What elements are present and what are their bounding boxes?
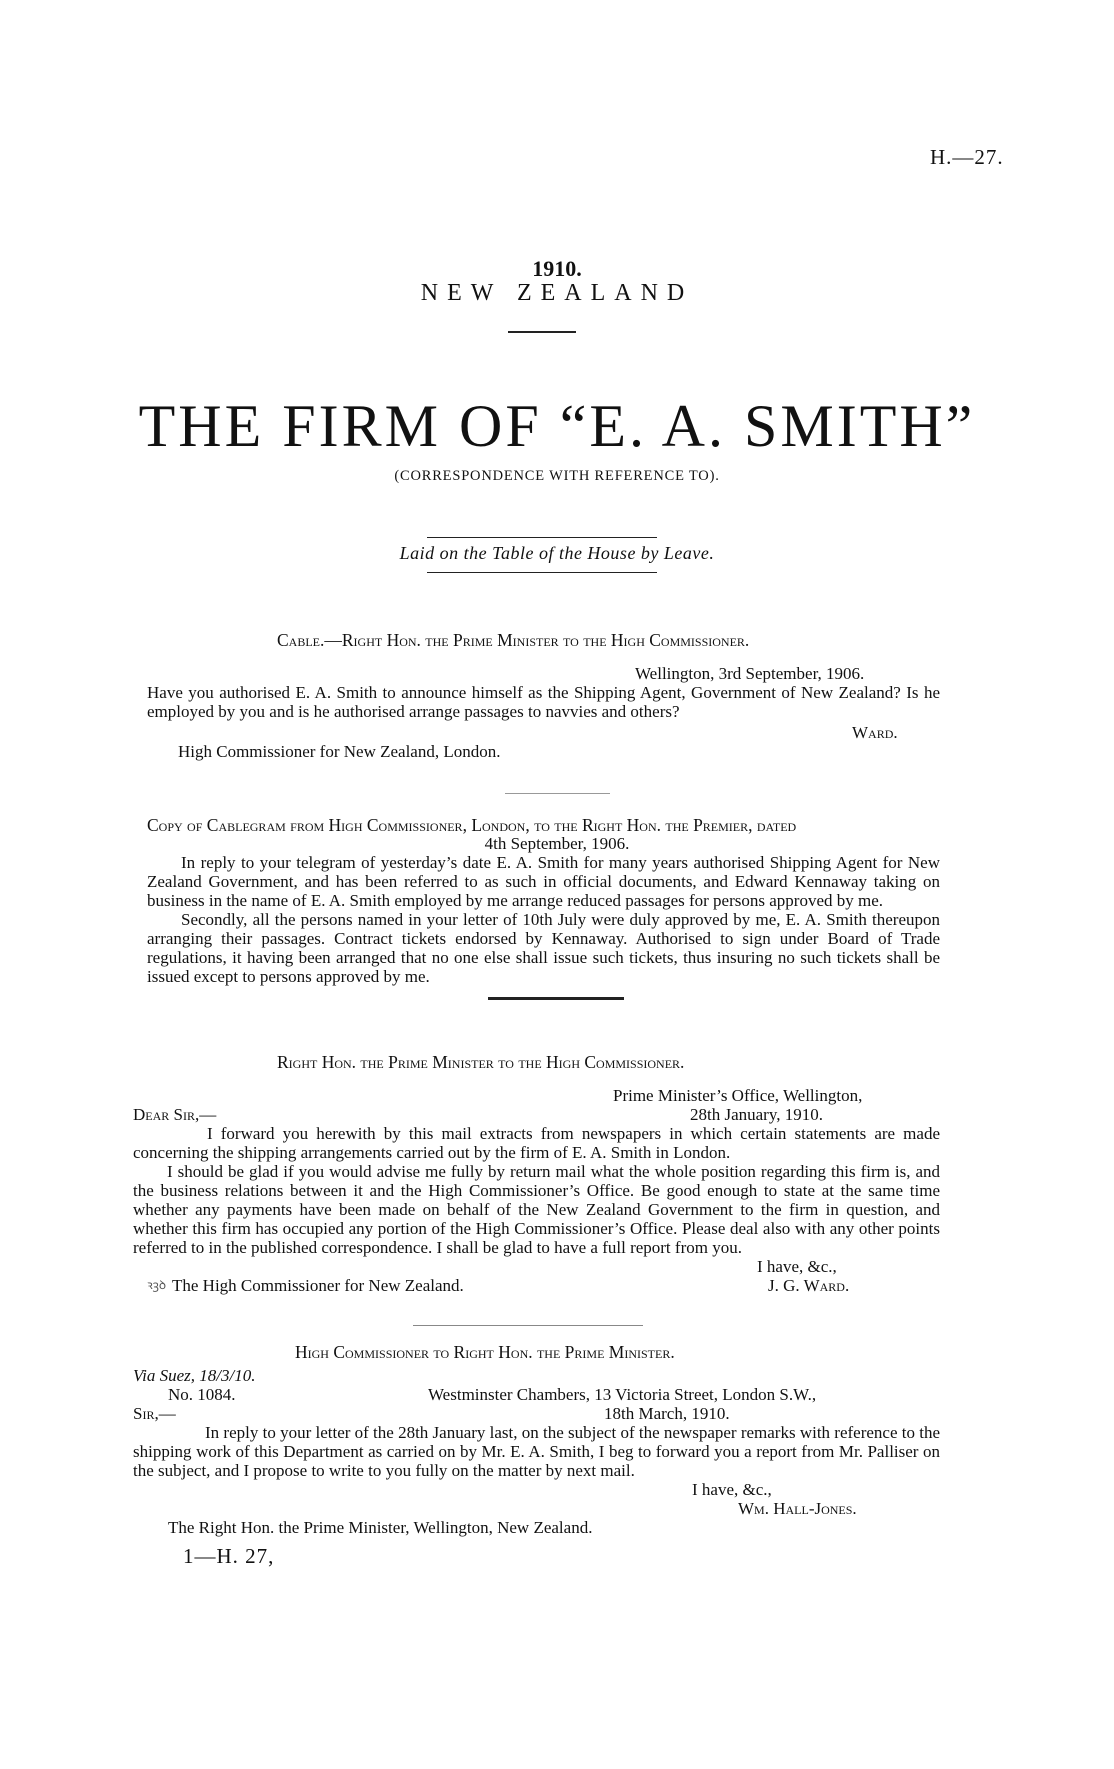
country-heading: NEW ZEALAND [420, 280, 694, 306]
letter4-salutation: Sir,— [133, 1404, 176, 1423]
title-divider-short [508, 331, 576, 333]
letter4-addressee: The Right Hon. the Prime Minister, Wellington, New Zealand. [168, 1518, 593, 1537]
letter3-signature: J. G. Ward. [768, 1276, 850, 1295]
document-title: THE FIRM OF “E. A. SMITH” [138, 393, 976, 459]
letter3-paragraph-1: I forward you herewith by this mail extracts from newspapers in which certain statements are made concerning the shipping arrangements carried out by the firm of E. A. Smith in London. [133, 1124, 940, 1162]
cable1-heading: Cable.—Right Hon. the Prime Minister to the High Commissioner. [277, 630, 750, 650]
letter3-salutation: Dear Sir,— [133, 1105, 217, 1124]
footer-signature-mark: 1—H. 27, [183, 1544, 275, 1568]
cable1-body: Have you authorised E. A. Smith to announce himself as the Shipping Agent, Government of New Zealand? Is he employed by you and is he authorised arrange passages to navvies and others? [147, 683, 940, 721]
letter4-place: Westminster Chambers, 13 Victoria Street, London S.W., [428, 1385, 817, 1404]
letter4-date: 18th March, 1910. [604, 1404, 730, 1423]
document-reference: H.—27. [930, 145, 1004, 169]
letter4-body [133, 1423, 940, 1480]
cable1-addressee: High Commissioner for New Zealand, London. [178, 742, 501, 761]
cable2-paragraph-1: In reply to your telegram of yesterday’s date E. A. Smith for many years authorised Shipping Agent for New Zealand Government, and has been referred to as such in official documents, and Edward Kennaway taking on business in the name of E. A. Smith employed by me arrange reduced passages for persons approved by me. [147, 853, 940, 910]
cable2-body [147, 853, 940, 986]
divider-2 [488, 997, 624, 1000]
letter3-paragraph-2: I should be glad if you would advise me fully by return mail what the whole position regarding this firm is, and the business relations between it and the High Commissioner’s Office. Be good enough to state at the same time whether any payments have been made on behalf of the New Zealand Government to the firm in question, and whether this firm has occupied any portion of the High Commissioner’s Office. Please deal also with any other points referred to in the published correspondence. I shall be glad to have a full report from you. [133, 1162, 940, 1257]
letter3-body [133, 1124, 940, 1257]
cable2-paragraph-2: Secondly, all the persons named in your letter of 10th July were duly approved by me, E. A. Smith thereupon arranging their passages. Contract tickets endorsed by Kennaway. Authorised to sign under Board of Trade regulations, it having been arranged that no one else shall issue such tickets, thus insuring no such tickets shall be issued except to persons approved by me. [147, 910, 940, 986]
cable2-heading-line1: Copy of Cablegram from High Commissioner, London, to the Right Hon. the Premier, dated [147, 815, 797, 835]
cable1-place-date: Wellington, 3rd September, 1906. [635, 664, 865, 683]
letter3-closing: I have, &c., [757, 1257, 837, 1276]
letter4-via: Via Suez, 18/3/10. [133, 1366, 256, 1385]
letter4-closing: I have, &c., [692, 1480, 772, 1499]
divider-3 [413, 1325, 643, 1326]
divider-1 [505, 793, 610, 794]
cable2-heading-line2: 4th September, 1906. [484, 834, 630, 853]
laid-rule-top [427, 537, 657, 538]
letter3-date: 28th January, 1910. [690, 1105, 823, 1124]
letter3-marginal-mark: ꝛꝫꝺ [147, 1278, 167, 1292]
cable1-signature: Ward. [852, 723, 898, 742]
document-year: 1910. [532, 256, 582, 281]
letter3-place: Prime Minister’s Office, Wellington, [613, 1086, 863, 1105]
document-subtitle: (CORRESPONDENCE WITH REFERENCE TO). [394, 468, 720, 484]
laid-rule-bottom [427, 572, 657, 573]
letter4-paragraph-1: In reply to your letter of the 28th January last, on the subject of the newspaper remarks with reference to the shipping work of this Department as carried on by Mr. E. A. Smith, I beg to forward you a report from Mr. Palliser on the subject, and I propose to write to you fully on the matter by next mail. [133, 1423, 940, 1480]
letter4-signature: Wm. Hall-Jones. [738, 1499, 857, 1518]
letter4-heading: High Commissioner to Right Hon. the Prime Minister. [295, 1342, 675, 1362]
laid-on-table-note: Laid on the Table of the House by Leave. [399, 543, 715, 563]
letter4-number: No. 1084. [168, 1385, 236, 1404]
letter3-heading: Right Hon. the Prime Minister to the High Commissioner. [277, 1052, 685, 1072]
letter3-addressee: The High Commissioner for New Zealand. [172, 1276, 464, 1295]
